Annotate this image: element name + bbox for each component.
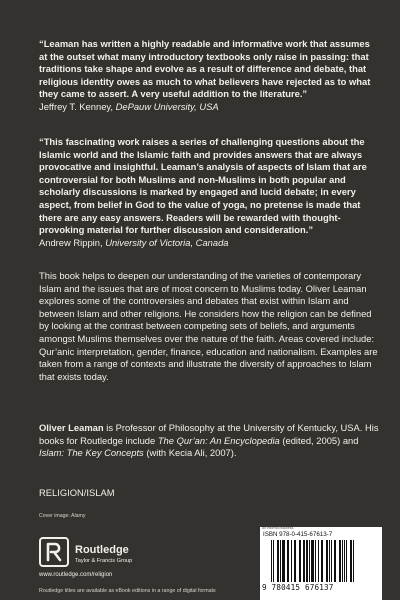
author-book-2: Islam: The Key Concepts [39, 447, 144, 459]
barcode-bar [294, 540, 296, 582]
barcode-bar [344, 540, 345, 582]
author-bio [39, 422, 381, 460]
barcode-bar [353, 540, 354, 582]
quote-2-affiliation: University of Victoria, Canada [105, 236, 229, 248]
barcode-bar [306, 540, 308, 582]
routledge-logo-icon [39, 537, 69, 567]
review-quote-1 [39, 38, 379, 114]
publisher-url[interactable]: www.routledge.com/religion [39, 572, 113, 578]
book-description: This book helps to deepen our understanding of the varieties of contemporary Islam and the issues that are of most concern to Muslims today. Oliver Leaman explores some of the controversies and debates that exist within Islam and between Islam and other religions. He considers how the religion can be defined by looking at the contrast between competing sets of beliefs, and arguments amongst Muslims themselves over the nature of the faith. Areas covered include: Qur’anic interpretation, gender, finance, education and nationalism. Examples are taken from a range of contexts and illustrate the diversity of approaches to Islam that exists today. [39, 270, 378, 382]
barcode-bar [309, 540, 310, 582]
barcode-bar [331, 540, 332, 582]
barcode-bar [280, 540, 281, 582]
barcode-bar [311, 540, 314, 582]
barcode-bar [273, 540, 274, 582]
barcode-bar [339, 540, 341, 582]
barcode-bar [271, 540, 272, 582]
quote-2-name: Andrew Rippin, [39, 236, 103, 248]
barcode-bar [287, 540, 289, 582]
author-bio-text-3: (with Kecia Ali, 2007). [143, 447, 237, 459]
quote-1-name: Jeffrey T. Kenney, [39, 100, 113, 112]
barcode-bar [326, 540, 328, 582]
ebook-footnote: Routledge titles are available as eBook editions in a range of digital formats [39, 588, 216, 594]
author-book-1: The Qur’an: An Encyclopedia [157, 434, 280, 446]
review-quote-2 [39, 136, 379, 249]
cover-credit: Cover image: Alamy [39, 513, 86, 519]
barcode-bars [271, 540, 375, 582]
quote-1-text: “Leaman has written a highly readable and informative work that assumes at the outset what many introductory textbooks only raise in passing: that traditions take shape and evolve as a result of difference and debate, that religious identity owes as much to what believers have rejected as to what they came to assert. A very useful addition to the literature.” [39, 38, 371, 100]
quote-2-text: “This fascinating work raises a series of challenging questions about the Islamic world and the Islamic faith and provides answers that are always provocative and insightful. Leaman’s analysis of aspects of Islam that are controversial for both Muslims and non-Muslims in both popular and scholarly discussions is marked by engaged and lucid debate; in every aspect, from belief in God to the value of yoga, no pretense is made that there are any easy answers. Readers will be rewarded with thought-provoking material for further discussion and consideration.” [39, 136, 367, 236]
barcode-bar [334, 540, 336, 582]
quote-1-attribution [39, 101, 219, 112]
barcode-top-label: an informa business [262, 526, 294, 530]
publisher-group: Taylor & Francis Group [75, 558, 133, 564]
barcode-bar [282, 540, 285, 582]
quote-1-affiliation: DePauw University, USA [115, 100, 219, 112]
barcode-bar [277, 540, 279, 582]
author-bio-text-2: (edited, 2005) and [279, 434, 359, 446]
barcode-bar [329, 540, 330, 582]
barcode-bar [350, 540, 352, 582]
subject-category: RELIGION/ISLAM [39, 487, 115, 498]
isbn-label: ISBN 978-0-415-67613-7 [263, 531, 333, 538]
author-bio-text-1: is Professor of Philosophy at the University of Kentucky, USA. His books for Routledge include [39, 422, 379, 446]
barcode-bar [315, 540, 316, 582]
barcode-bar [291, 540, 292, 582]
barcode-bar [346, 540, 347, 582]
quote-2-attribution [39, 237, 229, 248]
barcode-bar [299, 540, 301, 582]
barcode-bar [321, 540, 323, 582]
barcode-bar [303, 540, 305, 582]
barcode-bar [318, 540, 319, 582]
author-name: Oliver Leaman [39, 422, 104, 433]
barcode-digits: 9 780415 676137 [262, 583, 334, 592]
publisher-name: Routledge [75, 544, 129, 556]
barcode-bar [342, 540, 343, 582]
